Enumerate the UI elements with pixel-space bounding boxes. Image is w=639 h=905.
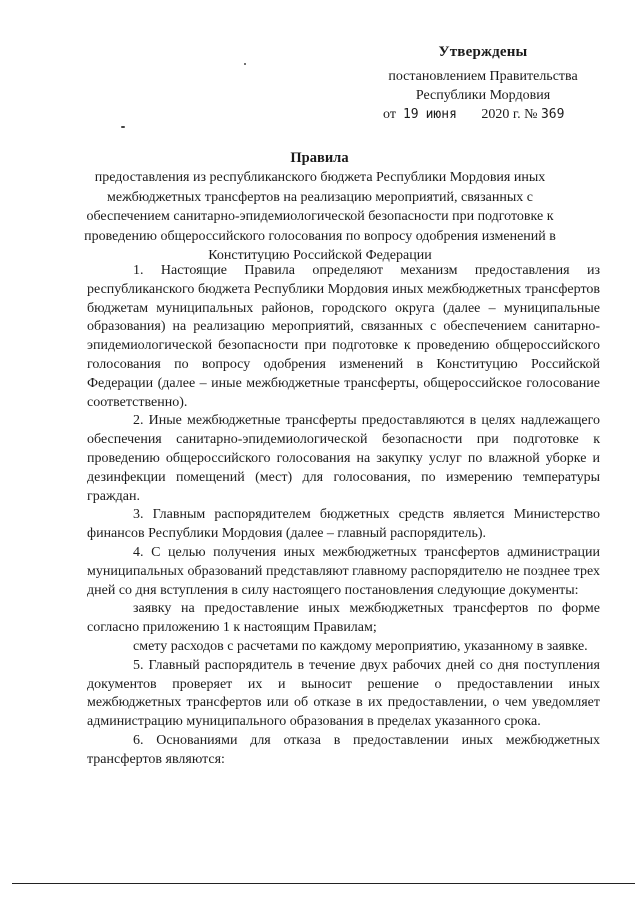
paragraph-4-item-estimate: смету расходов с расчетами по каждому мероприятию, указанному в заявке. bbox=[133, 638, 588, 654]
scan-speck bbox=[244, 63, 246, 65]
document-title: Правила bbox=[290, 150, 349, 166]
approval-line-republic: Республики Мордовия bbox=[415, 88, 551, 103]
paragraph-1: 1. Настоящие Правила определяют механизм предоставления из республиканского бюджета Республики Мордовия иных межбюджетных трансфертов бюджетам муниципальных районов, городского округа (далее – муниципальные образования) на реализацию мероприятий, связанных с обеспечением санитарно-эпидемиологической безопасности при подготовке к проведению общероссийского голосования по вопросу одобрения изменений в Конституцию Российской Федерации (далее – иные межбюджетные трансферты, общероссийское голосование соответственно). bbox=[87, 263, 600, 410]
document-body bbox=[87, 262, 600, 770]
paragraph-5: 5. Главный распорядитель в течение двух рабочих дней со дня поступления документов проверяет их и выносит решение о предоставлении иных межбюджетных трансфертов или об отказе в их предоставлении, о чем уведомляет администрацию муниципального образования в пределах указанного срока. bbox=[87, 657, 600, 730]
paragraph-3: 3. Главным распорядителем бюджетных средств является Министерство финансов Республики Мордовия (далее – главный распорядитель). bbox=[87, 507, 600, 542]
paragraph-4: 4. С целью получения иных межбюджетных трансфертов администрации муниципальных образований представляют главному распорядителю не позднее трех дней со дня вступления в силу настоящего постановления следующие документы: bbox=[87, 544, 600, 598]
date-year: 2020 г. № bbox=[481, 107, 538, 122]
scan-bottom-edge bbox=[12, 883, 635, 884]
approval-title: Утверждены bbox=[438, 44, 528, 60]
approval-line-decree: постановлением Правительства bbox=[388, 69, 578, 84]
date-prefix: от bbox=[383, 107, 396, 122]
doc-number: 369 bbox=[540, 107, 565, 122]
paragraph-4-item-application: заявку на предоставление иных межбюджетных трансфертов по форме согласно приложению 1 к настоящим Правилам; bbox=[87, 601, 600, 636]
approval-block bbox=[373, 44, 593, 124]
date-day: 19 bbox=[402, 107, 419, 122]
date-month: июня bbox=[425, 107, 457, 122]
document-subtitle: предоставления из республиканского бюджета Республики Мордовия иных межбюджетных трансфертов на реализацию мероприятий, связанных с обеспечением санитарно-эпидемиологической безопасности при подготовке к проведению общероссийского голосования по вопросу одобрения изменений в Конституцию Российской Федерации bbox=[84, 170, 556, 263]
paragraph-2: 2. Иные межбюджетные трансферты предоставляются в целях надлежащего обеспечения санитарно-эпидемиологической безопасности при подготовке к проведению общероссийского голосования на закупку услуг по влажной уборке и дезинфекции помещений (мест) для голосования, по измерению температуры граждан. bbox=[87, 413, 600, 504]
paragraph-6: 6. Основаниями для отказа в предоставлении иных межбюджетных трансфертов являются: bbox=[87, 732, 600, 767]
approval-date-line bbox=[373, 105, 593, 124]
scan-speck bbox=[121, 126, 125, 128]
